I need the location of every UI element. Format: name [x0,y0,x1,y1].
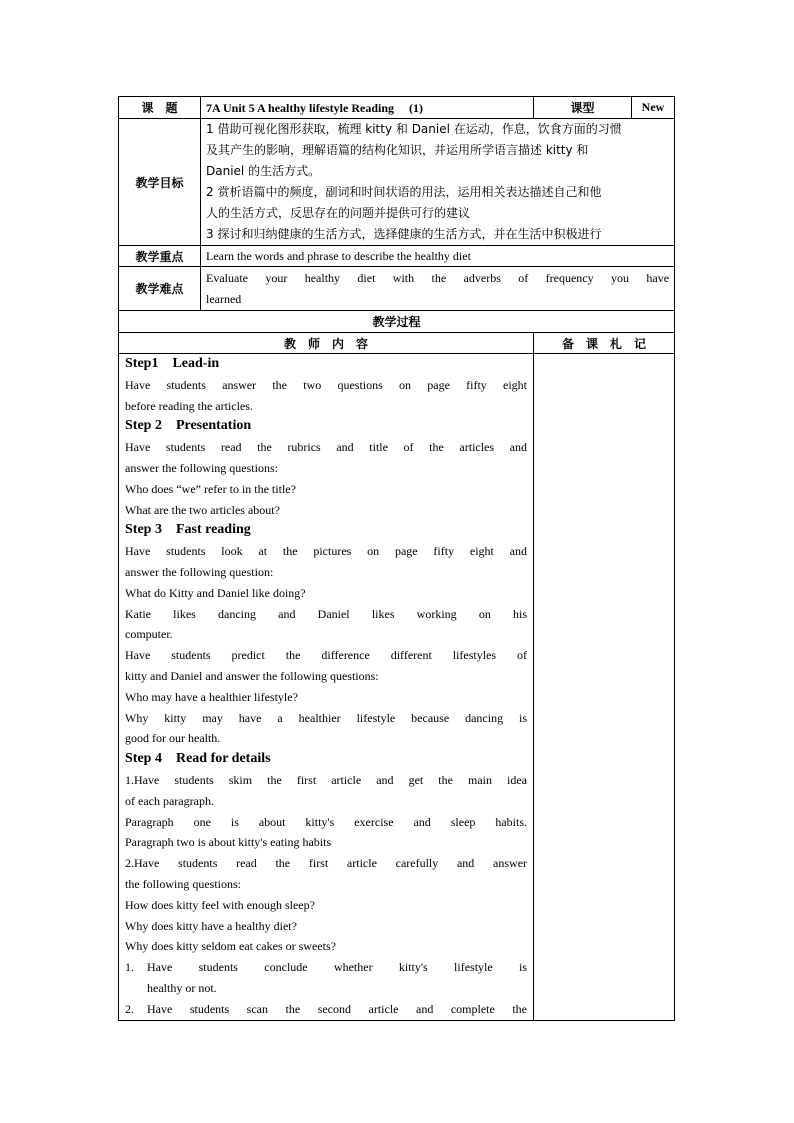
content-line: Paragraph two is about kitty's eating habits [125,835,332,850]
step-heading [125,354,527,375]
list-number: 1. [125,960,134,975]
list-number: 2. [125,1001,134,1016]
focus-label: 教学重点 [119,246,201,267]
list-item [125,999,527,1020]
content-line: Why does kitty seldom eat cakes or sweets? [125,939,336,954]
difficulty-row [119,267,675,311]
process-title: 教学过程 [119,311,675,333]
step-number: Step 2 [125,418,162,434]
type-value: New [632,97,675,119]
difficulty-label: 教学难点 [119,267,201,311]
process-title-row [119,311,675,333]
content-line: of each paragraph. [125,793,214,808]
step-name: Lead-in [172,356,220,371]
goal-line: 1 借助可视化图形获取，梳理 kitty 和 Daniel 在运动，作息，饮食方面的习惯 [206,122,622,136]
goal-line: 2 赏析语篇中的频度，副词和时间状语的用法，运用相关表达描述自己和他 [206,185,602,199]
step-number: Step1 [125,356,159,371]
step-name: Read for details [175,751,271,767]
focus-row [119,246,675,267]
difficulty-line: Evaluate your healthy diet with the adverbs of frequency you have [206,270,670,285]
content-line: 1.Have students skim the first article and get the main idea [125,772,528,787]
content-line: kitty and Daniel and answer the following questions: [125,668,379,683]
content-line: Why does kitty have a healthy diet? [125,918,297,933]
content-line: answer the following question: [125,564,274,579]
content-line: 2.Have students read the first article carefully and answer [125,856,528,871]
focus-value: Learn the words and phrase to describe the healthy diet [201,246,675,267]
content-line: Why kitty may have a healthier lifestyle because dancing is [125,710,528,725]
content-line: good for our health. [125,731,221,746]
list-text: Have students scan the second article and complete the [147,1001,528,1016]
step-heading [125,749,527,770]
teacher-content-header: 教 师 内 容 [119,333,534,354]
header-row [119,97,675,119]
content-line: before reading the articles. [125,398,253,413]
goal-line: Daniel 的生活方式。 [206,164,321,178]
list-item [125,957,527,978]
goal-line: 3 探讨和归纳健康的生活方式，选择健康的生活方式，并在生活中积极进行 [206,227,602,241]
goals-label: 教学目标 [119,119,201,246]
teacher-content [119,354,534,1021]
content-line: Have students predict the difference different lifestyles of [125,648,528,663]
notes-area [534,354,675,1021]
content-line: the following questions: [125,876,241,891]
content-line: computer. [125,627,173,642]
content-line: Paragraph one is about kitty's exercise and sleep habits. [125,814,528,829]
goal-line: 人的生活方式，反思存在的问题并提供可行的建议 [206,206,471,220]
step-number: Step 3 [125,522,162,538]
step-name: Presentation [175,418,252,434]
content-line: How does kitty feel with enough sleep? [125,897,315,912]
content-line: answer the following questions: [125,460,278,475]
difficulty-value [201,267,675,311]
content-line: Have students answer the two questions on page fifty eight [125,377,528,392]
content-line: Have students look at the pictures on page fifty eight and [125,544,528,559]
list-text: Have students conclude whether kitty's lifestyle is [147,960,528,975]
notes-header: 备 课 札 记 [534,333,675,354]
content-line: What are the two articles about? [125,502,280,517]
content-line: Who does “we” refer to in the title? [125,481,296,496]
step-number: Step 4 [125,751,162,767]
topic-label: 课 题 [119,97,201,119]
difficulty-line: learned [206,291,242,306]
goals-row [119,119,675,246]
content-line: Katie likes dancing and Daniel likes working on his [125,606,528,621]
content-line: Who may have a healthier lifestyle? [125,689,298,704]
type-label: 课型 [534,97,632,119]
process-body-row [119,354,675,1021]
content-line: Have students read the rubrics and title of the articles and [125,440,528,455]
goal-line: 及其产生的影响，理解语篇的结构化知识，并运用所学语言描述 kitty 和 [206,143,589,157]
topic-value: 7A Unit 5 A healthy lifestyle Reading (1) [201,97,534,119]
step-heading [125,520,527,541]
content-line: What do Kitty and Daniel like doing? [125,585,306,600]
process-header-row [119,333,675,354]
goals-content [201,119,675,246]
step-name: Fast reading [175,522,251,538]
step-heading [125,416,527,437]
content-line: healthy or not. [147,980,217,995]
lesson-plan-table [118,96,675,1021]
